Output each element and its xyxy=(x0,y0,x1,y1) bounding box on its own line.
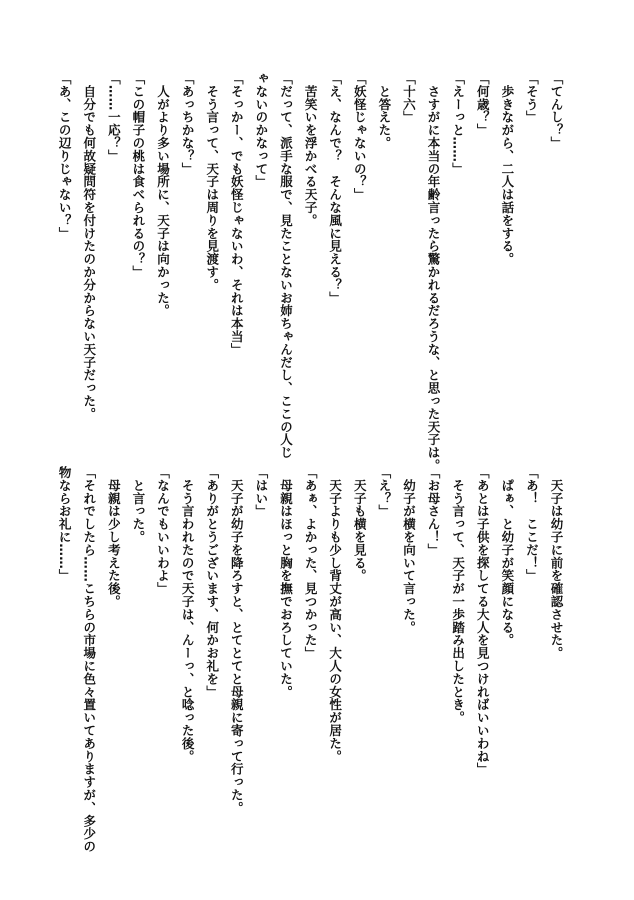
text-line: 「え？」 xyxy=(376,466,392,518)
text-line: そう言って、天子が一歩踏み出したとき。 xyxy=(450,466,466,724)
text-line: 天子よりも少し背丈が高い、大人の女性が居た。 xyxy=(327,466,343,763)
text-line: 「てんし？」 xyxy=(549,72,564,150)
text-line: 「十六」 xyxy=(401,72,417,124)
text-line: ゃないのかなって」 xyxy=(253,72,269,189)
text-line: 「ありがとうございます、何かお礼を」 xyxy=(204,466,220,699)
text-line: 「そっかー、でも妖怪じゃないわ、それは本当」 xyxy=(229,72,245,356)
text-line: 「そう」 xyxy=(524,72,540,124)
text-line: 天子が幼子を降ろすと、とてとてと母親に寄って行った。 xyxy=(229,466,245,815)
text-line: 歩きながら、二人は話をする。 xyxy=(499,72,515,266)
text-line: 「え、なんで？ そんな風に見える？」 xyxy=(327,72,343,305)
text-line: と答えた。 xyxy=(376,72,392,150)
text-line: と言った。 xyxy=(130,466,146,544)
text-line: 「あとは子供を探してる大人を見つければいいわね」 xyxy=(475,466,491,776)
text-line: 「……一応？」 xyxy=(106,72,122,163)
text-line: 天子は幼子に前を確認させた。 xyxy=(549,466,564,660)
text-line: 「だって、派手な服で、見たことないお姉ちゃんだし、ここの人じ xyxy=(278,72,294,459)
text-line: 「あ！ ここだ！」 xyxy=(524,466,540,583)
text-line: 「はい」 xyxy=(253,466,269,518)
text-line: 人がより多い場所に、天子は向かった。 xyxy=(155,72,171,318)
text-line: そう言われたので天子は、んーっ、と唸った後。 xyxy=(180,466,196,763)
text-line: さすがに本当の年齢言ったら驚かれるだろうな、と思った天子は。 xyxy=(426,72,442,472)
text-line: 母親はほっと胸を撫でおろしていた。 xyxy=(278,466,294,699)
text-line: 「えーっと……」 xyxy=(450,72,466,176)
text-line: 物ならお礼に……」 xyxy=(57,466,73,583)
upper-text-block xyxy=(57,72,568,472)
text-line: 「お母さん！」 xyxy=(426,466,442,557)
text-line: 「妖怪じゃないの？」 xyxy=(352,72,368,201)
text-line: 「あ、この辺りじゃない？」 xyxy=(57,72,73,240)
text-line: 「この帽子の桃は食べられるの？」 xyxy=(130,72,146,279)
text-line: 「それでしたら……こちらの市場に色々置いてありますが、多少の xyxy=(81,466,97,853)
text-line: ぱぁ、と幼子が笑顔になる。 xyxy=(499,466,515,647)
text-line: 母親は少し考えた後。 xyxy=(106,466,122,608)
text-line: 自分でも何故疑問符を付けたのか分からない天子だった。 xyxy=(81,72,97,421)
text-line: 「何歳？」 xyxy=(475,72,491,137)
text-line: 幼子が横を向いて言った。 xyxy=(401,466,417,634)
text-line: そう言って、天子は周りを見渡す。 xyxy=(204,72,220,292)
text-line: 「なんでもいいわよ」 xyxy=(155,466,171,595)
lower-text-block xyxy=(57,466,568,853)
text-line: 苦笑いを浮かべる天子。 xyxy=(303,72,319,227)
text-line: 「あぁ、よかった、見つかった」 xyxy=(303,466,319,660)
text-line: 天子も横を見る。 xyxy=(352,466,368,583)
text-line: 「あっちかな？」 xyxy=(180,72,196,176)
